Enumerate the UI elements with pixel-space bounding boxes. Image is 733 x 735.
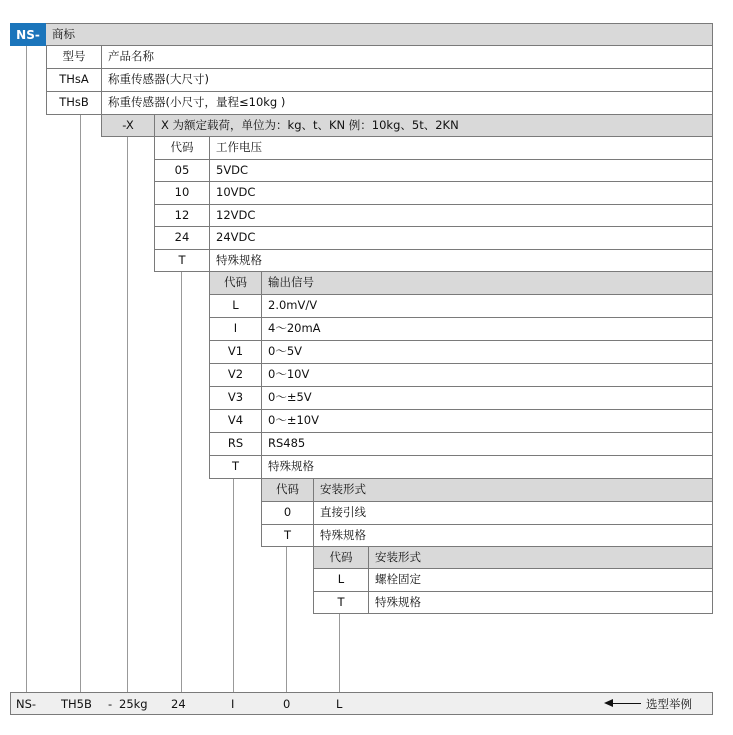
voltage-code: 10: [154, 182, 209, 205]
model-b-code: THsB: [46, 92, 101, 115]
output-code: L: [209, 295, 261, 318]
voltage-label: 5VDC: [209, 160, 713, 182]
output-code: V3: [209, 387, 261, 410]
connector-output: [233, 479, 234, 692]
brand-label: 商标: [46, 23, 713, 46]
connector-install2: [339, 614, 340, 692]
model-a-code: THsA: [46, 69, 101, 92]
output-label: 0～±5V: [261, 387, 713, 410]
model-b-label: 称重传感器(小尺寸，量程≤10kg ): [101, 92, 713, 115]
voltage-code: T: [154, 250, 209, 272]
example-model: TH5B: [61, 696, 92, 711]
connector-voltage: [181, 272, 182, 692]
example-install1: 0: [283, 696, 291, 711]
install1-label: 特殊规格: [313, 525, 713, 547]
output-label: 0～10V: [261, 364, 713, 387]
voltage-code: 12: [154, 205, 209, 227]
arrow-shaft: [611, 703, 641, 704]
example-output: I: [231, 696, 235, 711]
example-dash: -: [108, 696, 113, 711]
output-code: I: [209, 318, 261, 341]
voltage-code: 24: [154, 227, 209, 250]
voltage-code: 05: [154, 160, 209, 182]
output-code-header: 代码: [209, 272, 261, 295]
output-code: V1: [209, 341, 261, 364]
table-left-border: [46, 46, 47, 115]
output-code: RS: [209, 433, 261, 456]
load-code: -X: [101, 115, 154, 137]
brand-code: NS-: [10, 23, 46, 46]
install1-code: T: [261, 525, 313, 547]
output-label: 4～20mA: [261, 318, 713, 341]
output-label-header: 输出信号: [261, 272, 713, 295]
output-code: V2: [209, 364, 261, 387]
install2-code-header: 代码: [313, 547, 368, 569]
voltage-label-header: 工作电压: [209, 137, 713, 160]
example-load: 25kg: [119, 696, 148, 711]
example-bar: [10, 692, 713, 715]
install2-label-header: 安装形式: [368, 547, 713, 569]
install1-code-header: 代码: [261, 479, 313, 502]
example-brand: NS-: [16, 696, 37, 711]
model-a-label: 称重传感器(大尺寸): [101, 69, 713, 92]
connector-brand: [26, 45, 27, 692]
install1-label: 直接引线: [313, 502, 713, 525]
voltage-label: 24VDC: [209, 227, 713, 250]
install2-label: 特殊规格: [368, 592, 713, 614]
voltage-label: 特殊规格: [209, 250, 713, 272]
connector-load: [127, 137, 128, 692]
output-label: RS485: [261, 433, 713, 456]
install1-label-header: 安装形式: [313, 479, 713, 502]
voltage-label: 10VDC: [209, 182, 713, 205]
example-voltage: 24: [171, 696, 186, 711]
install2-code: T: [313, 592, 368, 614]
output-label: 0～5V: [261, 341, 713, 364]
output-code: T: [209, 456, 261, 479]
model-name-header: 产品名称: [101, 46, 713, 69]
voltage-label: 12VDC: [209, 205, 713, 227]
install1-code: 0: [261, 502, 313, 525]
connector-model: [80, 114, 81, 692]
output-code: V4: [209, 410, 261, 433]
install2-label: 螺栓固定: [368, 569, 713, 592]
output-label: 特殊规格: [261, 456, 713, 479]
install2-code: L: [313, 569, 368, 592]
connector-install1: [286, 547, 287, 692]
output-label: 0～±10V: [261, 410, 713, 433]
example-caption: 选型举例: [646, 696, 692, 711]
output-label: 2.0mV/V: [261, 295, 713, 318]
example-install2: L: [336, 696, 343, 711]
voltage-code-header: 代码: [154, 137, 209, 160]
load-label: X 为额定载荷，单位为：kg、t、KN 例：10kg、5t、2KN: [154, 115, 713, 137]
model-code-header: 型号: [46, 46, 101, 69]
